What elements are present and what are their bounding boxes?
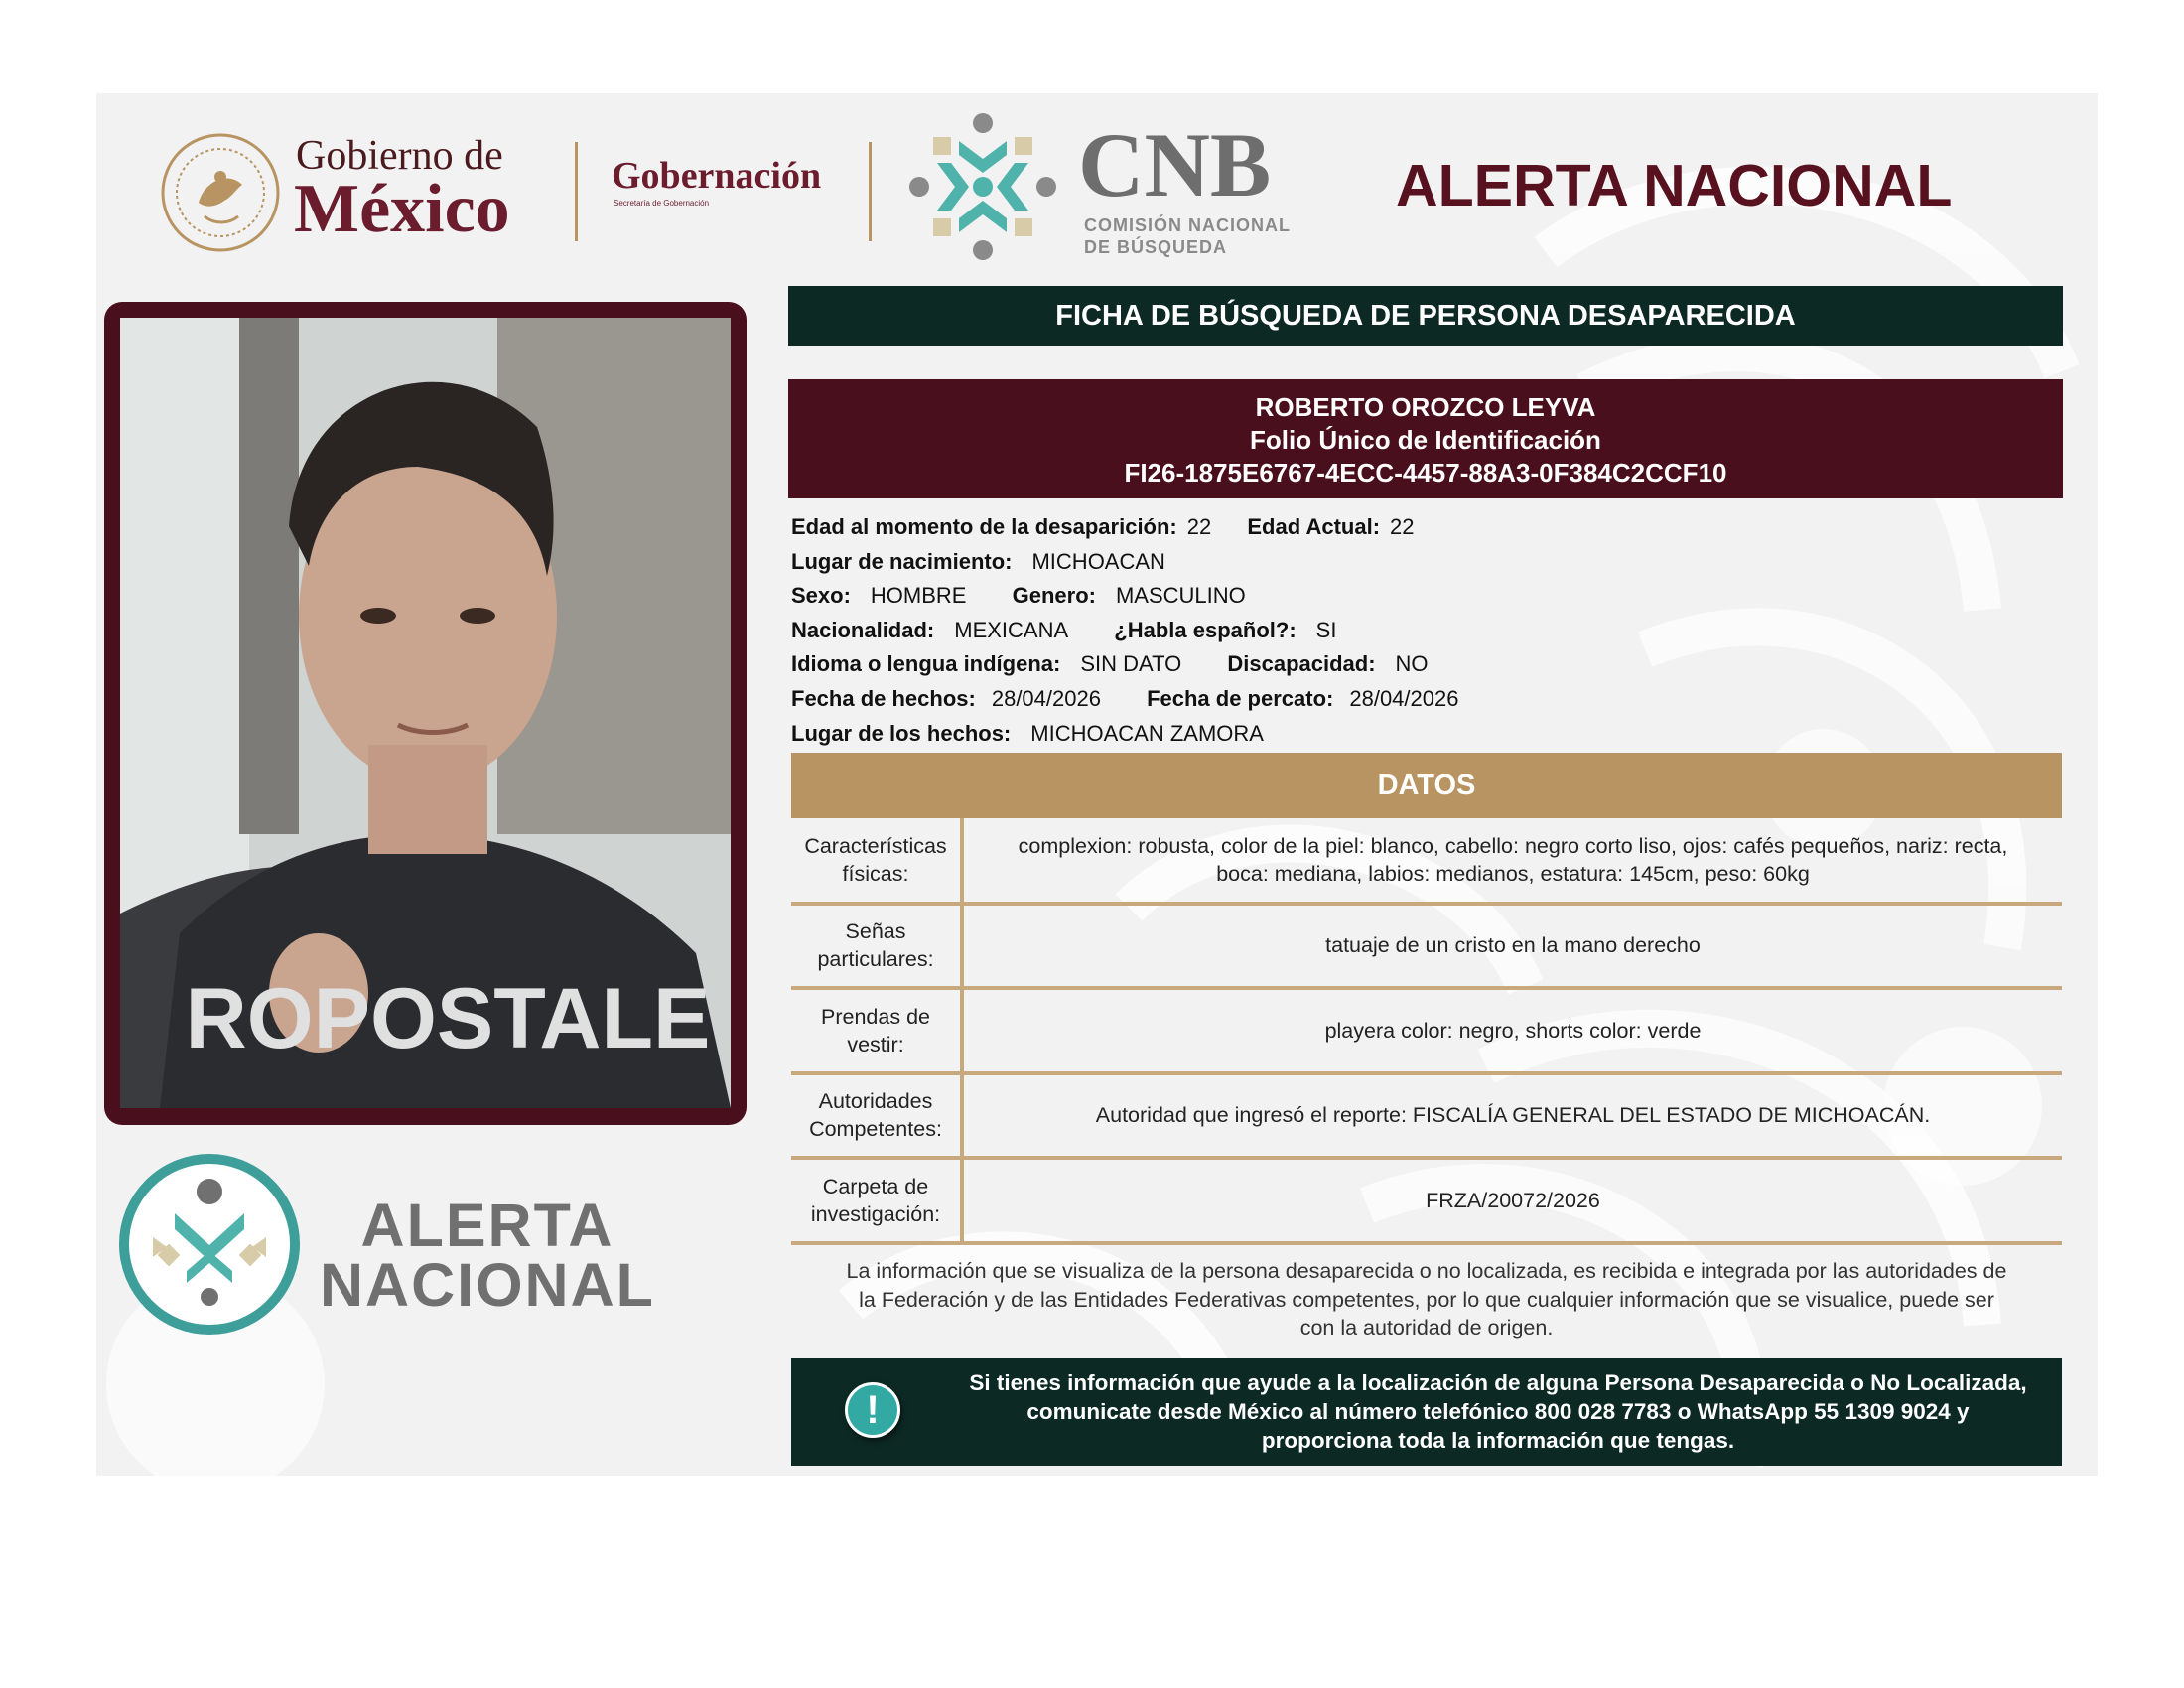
sexo-label: Sexo: [791,583,851,609]
gobernacion-subtitle: Secretaría de Gobernación [614,199,710,208]
gobierno-de-text: Gobierno de [296,133,503,179]
contact-text [948,1368,2048,1455]
datos-value [962,1158,2062,1243]
person-name-block [788,379,2063,498]
datos-key [791,1073,962,1159]
mexico-seal-icon [159,131,282,254]
nacionalidad-value: MEXICANA [954,617,1069,642]
header-divider [869,142,872,241]
datos-value [962,818,2062,904]
key-line: investigación: [810,1201,941,1226]
key-line: vestir: [847,1032,904,1056]
datos-key [791,818,962,904]
lugar-hechos-value: MICHOACAN ZAMORA [1030,720,1264,746]
value-line: tatuaje de un cristo en la mano derecho [1325,933,1701,958]
key-line: particulares: [817,947,934,972]
header-divider [575,142,578,241]
contact-line: comunicate desde México al número telefónico 800 028 7783 o WhatsApp 55 1309 9024 y [1026,1399,1970,1424]
value-line: playera color: negro, shorts color: verde [1324,1018,1702,1043]
datos-row-autoridades [791,1073,2062,1159]
value-line: boca: mediana, labios: medianos, estatura: 145cm, peso: 60kg [1216,861,1810,886]
info-row-idioma [791,647,1488,682]
datos-key [791,1158,962,1243]
photo-illustration [120,318,731,1108]
value-line: Autoridad que ingresó el reporte: FISCALÍA GENERAL DEL ESTADO DE MICHOACÁN. [1095,1103,1931,1128]
logo-line2: NACIONAL [320,1251,655,1319]
fecha-hechos-label: Fecha de hechos: [791,685,976,711]
datos-row-carpeta [791,1158,2062,1243]
info-row-edad [791,510,1488,545]
value-line: complexion: robusta, color de la piel: blanco, cabello: negro corto liso, ojos: cafés pequeños, nariz: recta, [1018,833,2008,858]
info-row-fechas [791,682,1488,717]
mexico-text: México [294,171,510,247]
missing-person-photo [120,318,731,1108]
info-row-lugar-nacimiento [791,545,1488,580]
alert-icon: ! [845,1382,900,1438]
datos-row-prendas [791,988,2062,1073]
gobernacion-text: Gobernación [612,155,822,197]
key-line: Señas [845,919,906,944]
edad-desaparicion-value: 22 [1186,514,1212,539]
datos-key [791,904,962,989]
alerta-nacional-title: ALERTA NACIONAL [1396,153,1953,218]
datos-table [791,818,2062,1245]
fecha-hechos-value: 28/04/2026 [991,685,1101,711]
alerta-nacional-logo-icon [117,1152,302,1336]
discapacidad-value: NO [1395,651,1429,677]
edad-actual-value: 22 [1390,514,1415,539]
key-line: Prendas de [821,1004,930,1029]
disclaimer-text [794,1257,2059,1342]
datos-value [962,988,2062,1073]
value-line: FRZA/20072/2026 [1426,1188,1600,1212]
idioma-label: Idioma o lengua indígena: [791,651,1061,677]
logo-line1: ALERTA [360,1192,614,1259]
info-row-nacionalidad [791,614,1488,648]
contact-line: proporciona toda la información que tengas. [1261,1428,1735,1453]
key-line: físicas: [842,861,909,886]
lugar-hechos-label: Lugar de los hechos: [791,720,1012,746]
edad-actual-label: Edad Actual: [1247,514,1381,539]
sexo-value: HOMBRE [870,583,967,609]
disclaimer-line: con la autoridad de origen. [1299,1316,1554,1339]
edad-desaparicion-label: Edad al momento de la desaparición: [791,514,1177,539]
contact-line: Si tienes información que ayude a la localización de alguna Persona Desaparecida o No Localizada, [969,1370,2027,1395]
idioma-value: SIN DATO [1080,651,1182,677]
cnb-text: CNB [1078,114,1272,215]
folio-number: FI26-1875E6767-4ECC-4457-88A3-0F384C2CCF10 [1124,458,1727,488]
nacionalidad-label: Nacionalidad: [791,617,935,642]
info-row-lugar-hechos [791,717,1488,752]
disclaimer-line: La información que se visualiza de la persona desaparecida o no localizada, es recibida e integrada por las autoridades de [846,1259,2007,1283]
key-line: Características [804,833,947,858]
datos-row-caracteristicas [791,818,2062,904]
cnb-subtitle-line2: DE BÚSQUEDA [1084,237,1228,257]
fecha-percato-value: 28/04/2026 [1349,685,1459,711]
cnb-subtitle-line1: COMISIÓN NACIONAL [1084,215,1291,235]
key-line: Autoridades [818,1089,933,1114]
info-row-sexo [791,579,1488,614]
discapacidad-label: Discapacidad: [1227,651,1376,677]
datos-value [962,904,2062,989]
contact-info-bar [791,1358,2062,1466]
habla-espanol-value: SI [1315,617,1337,642]
cnb-subtitle [1084,214,1291,258]
key-line: Carpeta de [822,1174,929,1198]
lugar-nacimiento-value: MICHOACAN [1031,548,1165,574]
folio-label: Folio Único de Identificación [1250,425,1601,455]
datos-key [791,988,962,1073]
cnb-logo-icon [903,107,1062,266]
fecha-percato-label: Fecha de percato: [1147,685,1334,711]
datos-title-bar: DATOS [791,753,2062,818]
ficha-title-bar: FICHA DE BÚSQUEDA DE PERSONA DESAPARECIDA [788,286,2063,346]
habla-espanol-label: ¿Habla español?: [1114,617,1297,642]
person-info-list [791,510,1488,751]
shirt-print-text: ROPOSTALE [185,971,711,1066]
genero-label: Genero: [1012,583,1096,609]
key-line: Competentes: [809,1117,942,1142]
person-name: ROBERTO OROZCO LEYVA [1255,392,1596,422]
datos-value [962,1073,2062,1159]
disclaimer-line: la Federación y de las Entidades Federativas competentes, por lo que cualquier información que se visualice, puede ser [859,1287,1994,1312]
datos-row-senas [791,904,2062,989]
alerta-nacional-logo-text [320,1192,655,1319]
lugar-nacimiento-label: Lugar de nacimiento: [791,548,1013,574]
genero-value: MASCULINO [1115,583,1246,609]
